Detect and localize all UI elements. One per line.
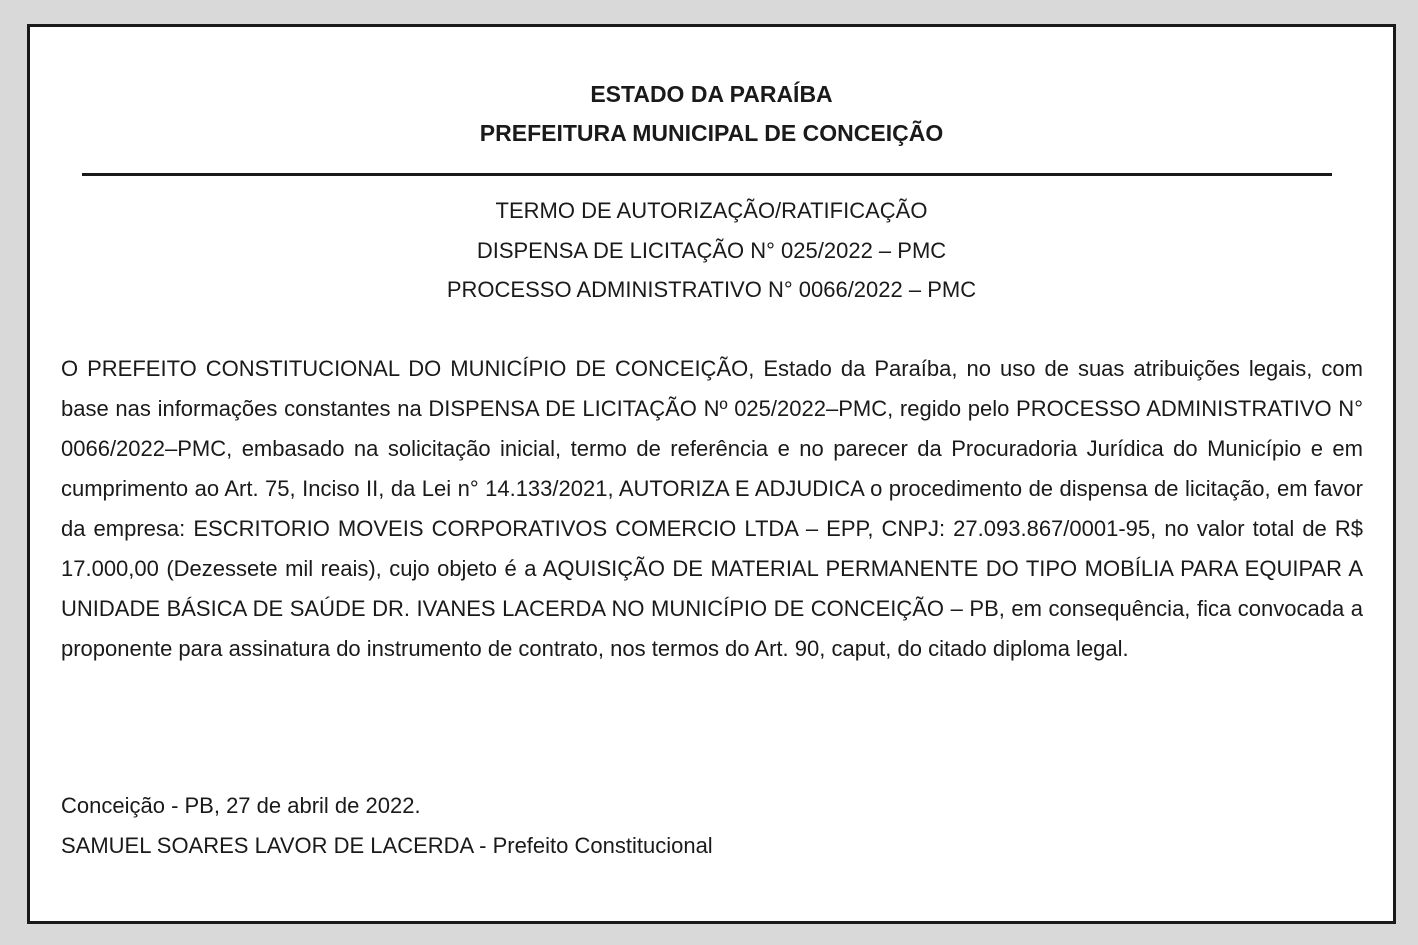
- dispensa-number: DISPENSA DE LICITAÇÃO N° 025/2022 – PMC: [476, 237, 947, 263]
- signer-name: SAMUEL SOARES LAVOR DE LACERDA - Prefeito Constitucional: [61, 832, 713, 858]
- document-subheader: [30, 191, 1393, 310]
- document-title: TERMO DE AUTORIZAÇÃO/RATIFICAÇÃO: [495, 198, 928, 223]
- header-municipality: PREFEITURA MUNICIPAL DE CONCEIÇÃO: [479, 120, 944, 146]
- document-header: [30, 75, 1393, 153]
- signature-block: [61, 786, 713, 865]
- document-frame: [27, 24, 1396, 924]
- processo-number: PROCESSO ADMINISTRATIVO N° 0066/2022 – PMC: [446, 277, 977, 302]
- body-paragraph: O PREFEITO CONSTITUCIONAL DO MUNICÍPIO DE CONCEIÇÃO, Estado da Paraíba, no uso de suas atribuições legais, com base nas informações constantes na DISPENSA DE LICITAÇÃO Nº 025/2022–PMC, regido pelo PROCESSO ADMINISTRATIVO N° 0066/2022–PMC, embasado na solicitação inicial, termo de referência e no parecer da Procuradoria Jurídica do Município e em cumprimento ao Art. 75, Inciso II, da Lei n° 14.133/2021, AUTORIZA E ADJUDICA o procedimento de dispensa de licitação, em favor da empresa: ESCRITORIO MOVEIS CORPORATIVOS COMERCIO LTDA – EPP, CNPJ: 27.093.867/0001-95, no valor total de R$ 17.000,00 (Dezessete mil reais), cujo objeto é a AQUISIÇÃO DE MATERIAL PERMANENTE DO TIPO MOBÍLIA PARA EQUIPAR A UNIDADE BÁSICA DE SAÚDE DR. IVANES LACERDA NO MUNICÍPIO DE CONCEIÇÃO – PB, em consequência, fica convocada a proponente para assinatura do instrumento de contrato, nos termos do Art. 90, caput, do citado diploma legal.: [61, 356, 1363, 661]
- header-divider: [82, 173, 1332, 176]
- place-date: Conceição - PB, 27 de abril de 2022.: [61, 793, 421, 818]
- header-state: ESTADO DA PARAÍBA: [590, 81, 833, 107]
